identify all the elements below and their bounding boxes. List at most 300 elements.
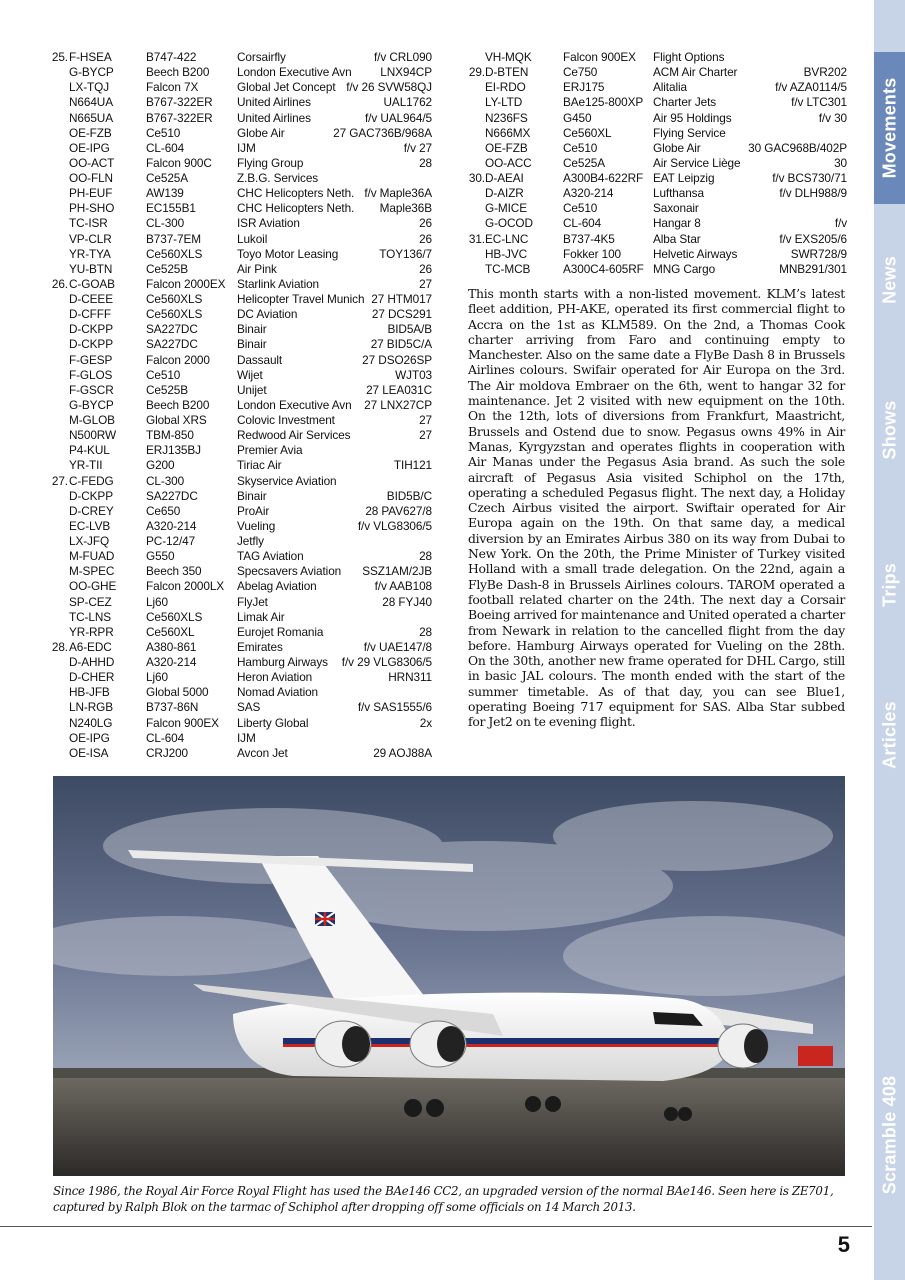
movement-row (48, 564, 432, 579)
movement-info: f/v AAB108 (374, 579, 432, 594)
movement-reg: F-GSCR (69, 382, 114, 397)
movement-operator: MNG Cargo (653, 261, 716, 276)
movement-type: Falcon 7X (146, 80, 199, 95)
movement-type: Global XRS (146, 413, 207, 427)
movement-row (48, 670, 432, 685)
movement-row (48, 262, 432, 277)
movement-row (48, 95, 432, 110)
movement-operator: Skyservice Aviation (237, 473, 337, 488)
movement-reg: C-FEDG (69, 473, 114, 488)
movement-reg: OE-FZB (69, 125, 112, 140)
movement-reg: EC-LNC (485, 231, 529, 246)
movement-reg: G-BYCP (69, 65, 114, 80)
movement-info: 26 (419, 216, 432, 231)
movement-reg: OE-FZB (485, 140, 528, 155)
movement-operator: Globe Air (237, 125, 285, 140)
movement-reg: D-CHER (69, 670, 115, 685)
movement-type: Falcon 900EX (563, 50, 636, 64)
movement-type: Ce560XL (563, 125, 612, 140)
movement-row (48, 141, 432, 156)
movement-operator: Binair (237, 322, 267, 337)
movement-info: Maple36B (379, 201, 432, 216)
movement-info: 26 (419, 231, 432, 246)
movement-row (48, 579, 432, 594)
movement-row (48, 413, 432, 428)
movement-operator: Premier Avia (237, 443, 303, 458)
movement-info: f/v AZA0114/5 (775, 80, 847, 95)
movement-day: 25. (51, 50, 68, 64)
movement-type: Beech B200 (146, 65, 210, 80)
movement-type: Ce560XLS (146, 609, 203, 624)
movement-type: G450 (563, 110, 592, 125)
movement-type: A300C4-605RF (563, 261, 644, 276)
movement-operator: Saxonair (653, 201, 699, 216)
movement-operator: Air Service Liège (653, 155, 741, 170)
movement-reg: OE-IPG (69, 730, 110, 745)
movement-info: SSZ1AM/2JB (362, 564, 432, 579)
page-number: 5 (837, 1232, 850, 1257)
movement-row (48, 126, 432, 141)
movement-operator: Flying Service (653, 125, 726, 140)
movement-info: BID5B/C (386, 488, 432, 503)
movement-reg: N500RW (69, 428, 117, 443)
movement-row (48, 504, 432, 519)
movement-row (48, 368, 432, 383)
movement-row (48, 322, 432, 337)
sidebar-issue-label (874, 1060, 905, 1210)
movement-info: 28 (419, 155, 432, 170)
movement-info: 30 (834, 155, 847, 170)
movement-info: f/v BCS730/71 (772, 171, 847, 185)
movement-info: 27 HTM017 (371, 292, 432, 306)
movement-reg: N240LG (69, 715, 113, 730)
movement-operator: Binair (237, 337, 267, 352)
movement-type: Ce560XL (146, 624, 195, 639)
movement-reg: PH-EUF (69, 186, 113, 201)
movement-row (467, 156, 847, 171)
movement-info: 28 (419, 624, 432, 639)
movement-type: CL-300 (146, 473, 185, 488)
movement-info: 27 LNX27CP (364, 397, 432, 412)
movement-row (48, 428, 432, 443)
movement-operator: FlyJet (237, 594, 268, 609)
movement-type: A320-214 (146, 518, 197, 533)
movement-type: Ce525B (146, 382, 189, 397)
movement-operator: ACM Air Charter (653, 65, 738, 80)
movement-row (48, 216, 432, 231)
movement-operator: IJM (237, 140, 256, 155)
movement-row (48, 171, 432, 186)
movement-type: Lj60 (146, 594, 168, 609)
movement-type: Falcon 2000EX (146, 276, 226, 291)
movement-type: Ce525A (146, 171, 189, 185)
movement-reg: D-CFFF (69, 307, 111, 322)
movement-row (467, 186, 847, 201)
movement-type: Ce510 (563, 201, 598, 216)
movement-reg: LX-JFQ (69, 534, 110, 548)
movement-info: 28 FYJ40 (382, 594, 432, 609)
movement-row (48, 201, 432, 216)
movement-type: Ce510 (146, 367, 181, 382)
movement-operator: SAS (237, 700, 261, 715)
movement-row (48, 655, 432, 670)
movement-type: Ce525B (146, 261, 189, 276)
movement-row (48, 731, 432, 746)
movement-reg: LX-TQJ (69, 80, 110, 95)
movement-info: f/v DLH988/9 (779, 186, 847, 201)
movement-info: TOY136/7 (379, 246, 432, 261)
movement-type: TBM-850 (146, 428, 194, 443)
movements-table-right (467, 50, 847, 277)
movement-info: f/v SAS1555/6 (357, 700, 432, 715)
movement-type: B767-322ER (146, 110, 213, 125)
movement-operator: Nomad Aviation (237, 685, 319, 700)
movement-reg: OO-FLN (69, 171, 113, 185)
movement-operator: Unijet (237, 382, 267, 397)
movement-info: f/v 26 SVW58QJ (346, 80, 432, 95)
movement-info: f/v 30 (818, 110, 847, 125)
movement-operator: Limak Air (237, 609, 285, 624)
sidebar-tab-articles[interactable] (874, 680, 905, 790)
movement-info: 27 GAC736B/968A (333, 125, 432, 140)
movement-info: 27 LEA031C (366, 382, 432, 397)
movement-operator: Vueling (237, 518, 276, 533)
movement-operator: Globe Air (653, 140, 701, 155)
movement-type: Ce560XLS (146, 246, 203, 261)
movement-operator: Helvetic Airways (653, 246, 738, 261)
movement-info: 29 AOJ88A (373, 745, 432, 760)
movement-reg: OE-ISA (69, 745, 109, 760)
article-body: This month starts with a non-listed movement. KLM’s latest fleet addition, PH-AKE, operated its first commercial flight to Accra on the 1st as KLM589. On the 2nd, a Thomas Cook charter arriving from Faro and continuing empty to Manchester. Also on the same date a FlyBe Dash 8 in Brussels Airlines colours. Swifair operated for Air Europa on the 3rd. The Air moldova Embraer on the 6th, went to hangar 32 for maintenance. Jet 2 visited with new equipment on the 10th. On the 12th, lots of diversions from Frankfurt, Maastricht, Brussels and Ostend due to snow. Pegasus owns 49% in Air Manas, Kyrgyzstan and operates flights in cooperation with Air Manas under the Pegasus Asia brand. As such the sole aircraft of Pegasus Asia visited Schiphol on the 17th, operating a scheduled Pegasus flight. The next day, a Holiday Czech Airbus visited the airport. Swiftair operated for Air Europa again on the 19th. On that same day, a medical diversion by an Emirates Airbus 380 on its way from Dubai to New York. On the 20th, the Prime Minister of Turkey visited Holland with a small trade delegation. On the 22nd, again a FlyBe Dash-8 in Brussels Airlines colours. TAROM operated a football related charter on the 24th. The next day a Corsair Boeing arrived for maintenance and United operated a charter from Newark in relation to the cancelled flight from the day before. Hamburg Airways operated for Vueling on the 28th. On the 30th, another new frame operated for DHL Cargo, still in basic JAL colours. The month ended with the start of the summer timetable. As of that day, you can see Blue1, operating Boeing 717 equipment for SAS. Alba Star subbed for Jet2 on te evening flight. (468, 286, 845, 730)
movement-info: f/v UAL964/5 (364, 110, 432, 125)
movement-operator: DC Aviation (237, 307, 298, 322)
movement-row (48, 337, 432, 352)
movement-row (48, 474, 432, 489)
movement-type: ERJ135BJ (146, 443, 201, 458)
movement-row (48, 640, 432, 655)
movement-reg: N666MX (485, 125, 531, 140)
movement-row (467, 201, 847, 216)
movement-row (48, 443, 432, 458)
movement-info: 2x (419, 715, 432, 730)
movement-reg: F-GLOS (69, 367, 113, 382)
movement-row (467, 216, 847, 231)
movement-type: B737-86N (146, 700, 199, 715)
movement-reg: OO-ACT (69, 155, 115, 170)
movement-operator: United Airlines (237, 110, 311, 125)
movement-type: A320-214 (146, 655, 197, 669)
movement-reg: M-FUAD (69, 549, 115, 564)
sidebar-tab-news[interactable] (874, 240, 905, 320)
movement-row (48, 80, 432, 95)
movement-type: PC-12/47 (146, 534, 196, 548)
movement-reg: EI-RDO (485, 80, 526, 95)
movement-row (467, 50, 847, 65)
movement-type: Falcon 2000LX (146, 579, 225, 594)
movement-reg: TC-MCB (485, 261, 531, 276)
movement-info: 30 GAC968B/402P (748, 140, 847, 155)
movement-row (48, 50, 432, 65)
movement-type: CL-604 (146, 140, 185, 155)
movement-reg: F-HSEA (69, 50, 112, 64)
movement-reg: HB-JVC (485, 246, 528, 261)
movement-reg: M-GLOB (69, 413, 115, 427)
movement-type: B737-4K5 (563, 231, 615, 246)
movement-reg: M-SPEC (69, 564, 115, 579)
movement-type: AW139 (146, 186, 184, 201)
movement-operator: Colovic Investment (237, 413, 335, 427)
movement-info: f/v CRL090 (373, 50, 432, 64)
movement-info: f/v LTC301 (791, 95, 847, 110)
movement-type: Ce560XLS (146, 292, 203, 306)
movement-operator: Hangar 8 (653, 216, 701, 231)
section-sidebar (874, 0, 905, 1280)
movement-type: A320-214 (563, 186, 614, 201)
movement-reg: OE-IPG (69, 140, 110, 155)
movement-reg: N236FS (485, 110, 528, 125)
movement-reg: A6-EDC (69, 639, 112, 654)
movement-type: BAe125-800XP (563, 95, 644, 110)
movement-row (467, 247, 847, 262)
movement-row (467, 95, 847, 110)
movement-type: CL-300 (146, 216, 185, 231)
movement-row (48, 595, 432, 610)
movement-type: Ce510 (563, 140, 598, 155)
movement-reg: YU-BTN (69, 261, 113, 276)
movement-info: 28 (419, 549, 432, 564)
footer-divider (0, 1226, 872, 1227)
movement-type: EC155B1 (146, 201, 196, 216)
movement-type: Beech 350 (146, 564, 202, 579)
movement-operator: ProAir (237, 503, 270, 518)
movement-operator: Global Jet Concept (237, 80, 336, 95)
movement-reg: YR-TYA (69, 246, 111, 261)
movement-row (48, 277, 432, 292)
movement-info: 27 DSO26SP (362, 352, 432, 367)
movement-type: Falcon 900C (146, 155, 212, 170)
movement-info: 27 BID5C/A (370, 337, 432, 352)
movement-type: ERJ175 (563, 80, 605, 95)
movement-reg: N665UA (69, 110, 113, 125)
movement-row (48, 292, 432, 307)
movement-operator: IJM (237, 730, 256, 745)
movement-type: Falcon 900EX (146, 715, 219, 730)
sidebar-tab-label: News (879, 256, 899, 304)
movement-type: Beech B200 (146, 397, 210, 412)
movement-row (467, 232, 847, 247)
movement-type: CL-604 (563, 216, 602, 231)
movement-reg: D-BTEN (485, 65, 529, 80)
movement-operator: Heron Aviation (237, 670, 313, 685)
movement-type: B737-7EM (146, 231, 201, 246)
movement-row (48, 700, 432, 715)
movement-reg: VH-MQK (485, 50, 532, 64)
movement-info: TIH121 (393, 458, 432, 473)
movement-operator: London Executive Avn (237, 65, 352, 80)
movement-row (48, 307, 432, 322)
movement-info: 28 PAV627/8 (365, 503, 432, 518)
movement-type: Global 5000 (146, 685, 209, 700)
movement-reg: D-CKPP (69, 337, 113, 352)
movement-reg: SP-CEZ (69, 594, 112, 609)
movement-info: f/v EXS205/6 (779, 231, 847, 246)
movement-type: SA227DC (146, 337, 198, 352)
movement-operator: Abelag Aviation (237, 579, 317, 594)
movement-row (48, 458, 432, 473)
movement-operator: Flying Group (237, 155, 304, 170)
movement-type: Ce560XLS (146, 307, 203, 322)
movement-operator: Toyo Motor Leasing (237, 246, 339, 261)
movement-reg: TC-ISR (69, 216, 108, 231)
movement-operator: Air 95 Holdings (653, 110, 732, 125)
movement-row (48, 534, 432, 549)
movement-row (467, 262, 847, 277)
movement-info: MNB291/301 (779, 261, 847, 276)
movement-row (48, 111, 432, 126)
movement-operator: Flight Options (653, 50, 725, 64)
movement-operator: Charter Jets (653, 95, 717, 110)
movement-type: B747-422 (146, 50, 197, 64)
movement-day: 30. (468, 171, 485, 185)
movement-operator: Tiriac Air (237, 458, 282, 473)
photo-caption: Since 1986, the Royal Air Force Royal Flight has used the BAe146 CC2, an upgraded version of the normal BAe146. Seen here is ZE701, captured by Ralph Blok on the tarmac of Schiphol after dropping off some officials on 14 March 2013. (53, 1184, 834, 1214)
movement-row (48, 186, 432, 201)
movement-row (48, 625, 432, 640)
movement-row (467, 126, 847, 141)
movement-info: f/v (834, 216, 847, 231)
movement-type: Ce510 (146, 125, 181, 140)
movement-info: SWR728/9 (790, 246, 847, 261)
movement-operator: Avcon Jet (237, 745, 288, 760)
movements-table-left (48, 50, 432, 761)
movement-row (48, 398, 432, 413)
movement-reg: HB-JFB (69, 685, 110, 700)
movement-reg: VP-CLR (69, 231, 112, 246)
movement-row (467, 65, 847, 80)
movement-operator: CHC Helicopters Neth. (237, 186, 355, 201)
movement-reg: P4-KUL (69, 443, 110, 458)
movement-info: HRN311 (388, 670, 432, 685)
movement-operator: TAG Aviation (237, 549, 304, 564)
movement-day: 26. (51, 276, 68, 291)
movement-type: CL-604 (146, 730, 185, 745)
movement-row (48, 247, 432, 262)
movement-info: UAL1762 (383, 95, 432, 110)
movement-row (467, 171, 847, 186)
movement-type: A380-861 (146, 639, 197, 654)
movement-operator: Alba Star (653, 231, 701, 246)
movement-reg: TC-LNS (69, 609, 112, 624)
movement-reg: D-AHHD (69, 655, 115, 669)
movement-reg: N664UA (69, 95, 113, 110)
movement-operator: Lukoil (237, 231, 268, 246)
movement-row (48, 232, 432, 247)
movement-reg: LN-RGB (69, 700, 113, 715)
movement-info: BID5A/B (387, 322, 432, 337)
movement-row (467, 111, 847, 126)
aircraft-photo (53, 776, 845, 1176)
movement-row (467, 141, 847, 156)
sidebar-tab-movements[interactable] (874, 52, 905, 204)
movement-reg: OO-GHE (69, 579, 117, 594)
movement-type: SA227DC (146, 322, 198, 337)
movement-operator: Eurojet Romania (237, 624, 324, 639)
movement-reg: YR-RPR (69, 624, 114, 639)
movement-type: Ce750 (563, 65, 598, 80)
movement-reg: G-MICE (485, 201, 527, 216)
movement-reg: G-BYCP (69, 397, 114, 412)
movement-operator: CHC Helicopters Neth. (237, 201, 355, 216)
movement-info: f/v VLG8306/5 (357, 518, 432, 533)
movement-type: Ce525A (563, 155, 606, 170)
movement-operator: Specsavers Aviation (237, 564, 342, 579)
movement-type: G200 (146, 458, 175, 473)
movement-row (467, 80, 847, 95)
movement-row (48, 716, 432, 731)
movement-type: CRJ200 (146, 745, 189, 760)
movement-row (48, 685, 432, 700)
movement-operator: Dassault (237, 352, 283, 367)
sidebar-tab-label: Scramble 408 (879, 1075, 899, 1195)
movement-reg: C-GOAB (69, 276, 115, 291)
movement-reg: G-OCOD (485, 216, 533, 231)
movement-info: f/v UAE147/8 (363, 639, 432, 654)
movement-operator: Jetfly (237, 534, 264, 548)
movement-reg: OO-ACC (485, 155, 532, 170)
movement-reg: D-CKPP (69, 488, 113, 503)
movement-operator: Hamburg Airways (237, 655, 328, 669)
movement-operator: Corsairfly (237, 50, 286, 64)
movement-info: BVR202 (803, 65, 847, 80)
movement-reg: D-CREY (69, 503, 114, 518)
movement-type: A300B4-622RF (563, 171, 644, 185)
movement-info: 27 (419, 276, 432, 291)
movement-reg: EC-LVB (69, 518, 111, 533)
movement-operator: United Airlines (237, 95, 311, 110)
movement-type: G550 (146, 549, 175, 564)
movement-type: SA227DC (146, 488, 198, 503)
movement-info: f/v 29 VLG8306/5 (341, 655, 432, 669)
movement-operator: London Executive Avn (237, 397, 352, 412)
movement-info: 26 (419, 261, 432, 276)
movement-operator: Z.B.G. Services (237, 171, 319, 185)
movement-day: 29. (468, 65, 485, 80)
movement-reg: D-CEEE (69, 292, 113, 306)
movement-day: 27. (51, 473, 68, 488)
movement-row (48, 549, 432, 564)
movement-row (48, 353, 432, 368)
movement-reg: LY-LTD (485, 95, 523, 110)
movement-type: Fokker 100 (563, 246, 622, 261)
movement-info: f/v 27 (403, 140, 432, 155)
movement-operator: EAT Leipzig (653, 171, 715, 185)
movement-operator: Air Pink (237, 261, 277, 276)
sidebar-tab-shows[interactable] (874, 390, 905, 470)
movement-info: LNX94CP (380, 65, 432, 80)
movement-info: 27 (419, 413, 432, 427)
movement-info: 27 DCS291 (371, 307, 432, 322)
movement-operator: Lufthansa (653, 186, 704, 201)
movement-operator: ISR Aviation (237, 216, 300, 231)
movement-operator: Redwood Air Services (237, 428, 351, 443)
movement-reg: PH-SHO (69, 201, 115, 216)
movement-operator: Wijet (237, 367, 263, 382)
sidebar-tab-label: Shows (879, 400, 899, 460)
movement-operator: Alitalia (653, 80, 687, 95)
movement-info: f/v Maple36A (364, 186, 432, 201)
movement-day: 28. (51, 639, 68, 654)
sidebar-tab-trips[interactable] (874, 545, 905, 625)
